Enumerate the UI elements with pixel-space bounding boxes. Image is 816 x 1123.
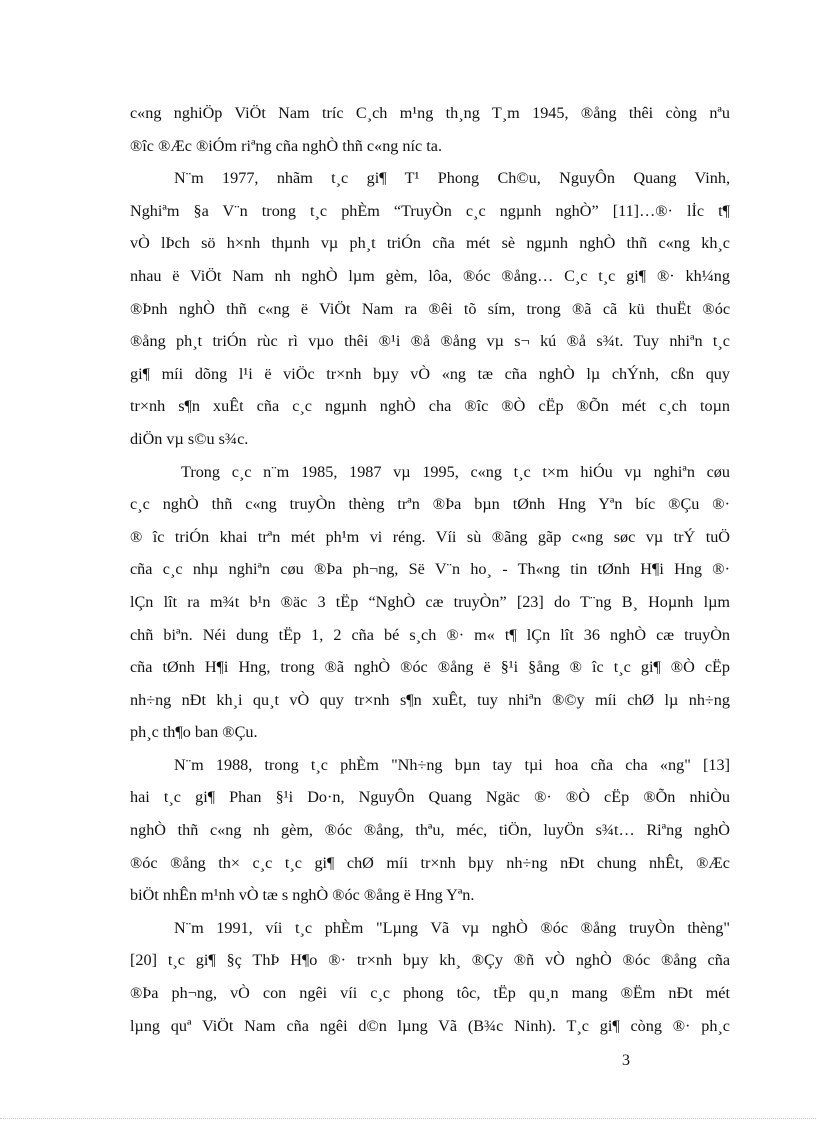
page-bottom-divider (0, 1118, 816, 1119)
text-line: lµng quª ViÖt Nam cña ngêi d©n lµng Vã (B¾c Ninh). T¸c gi¶ còng ®· ph¸c (130, 1016, 730, 1035)
page-number: 3 (622, 1052, 630, 1069)
paragraph-2 (130, 162, 730, 455)
text-line: Nghiªm §a V¨n trong t¸c phÈm “TruyÒn c¸c ngµnh nghÒ” [11]…®· lİc t¶ (130, 201, 730, 220)
text-line: N¨m 1991, víi t¸c phÈm "Lµng Vã vµ nghÒ ®óc ®ång truyÒn thèng" (174, 918, 730, 937)
text-line: nghÒ thñ c«ng nh gèm, ®óc ®ång, thªu, méc, tiÖn, luyÖn s¾t… Riªng nghÒ (130, 821, 730, 840)
paragraph-4 (130, 749, 730, 912)
paragraph-3 (130, 456, 730, 749)
text-line: ®óc ®ång th× c¸c t¸c gi¶ chØ míi tr×nh bµy nh÷ng nÐt chung nhÊt, ®Æc (130, 853, 730, 872)
text-line: nhau ë ViÖt Nam nh nghÒ lµm gèm, lôa, ®óc ®ång… C¸c t¸c gi¶ ®· kh¼ng (130, 266, 730, 285)
text-line: tr×nh s¶n xuÊt cña c¸c ngµnh nghÒ cha ®îc ®Ò cËp ®Õn mét c¸ch toµn (130, 397, 730, 416)
text-line: ® îc triÓn khai trªn mét ph¹m vi réng. Víi sù ®ãng gãp c«ng søc vµ trÝ tuÖ (130, 527, 730, 546)
text-line: diÖn vµ s©u s¾c. (130, 429, 249, 448)
text-line: vÒ lÞch sö h×nh thµnh vµ ph¸t triÓn cña mét sè ngµnh nghÒ thñ c«ng kh¸c (130, 234, 730, 253)
text-line: N¨m 1988, trong t¸c phÈm "Nh÷ng bµn tay tµi hoa cña cha «ng" [13] (174, 755, 730, 774)
text-line: [20] t¸c gi¶ §ç ThÞ H¶o ®· tr×nh bµy kh¸ ®Çy ®ñ vÒ nghÒ ®óc ®ång cña (130, 951, 730, 970)
text-line: lÇn lît ra m¾t b¹n ®äc 3 tËp “NghÒ cæ truyÒn” [23] do T¨ng B¸ Hoµnh lµm (130, 592, 730, 611)
text-line: gi¶ míi dõng l¹i ë viÖc tr×nh bµy vÒ «ng tæ cña nghÒ lµ chÝnh, cßn quy (130, 364, 730, 383)
text-line: ®îc ®Æc ®iÓm riªng cña nghÒ thñ c«ng níc ta. (130, 136, 442, 155)
text-line: nh÷ng nÐt kh¸i qu¸t vÒ quy tr×nh s¶n xuÊt, tuy nhiªn ®©y míi chØ lµ nh÷ng (130, 690, 730, 709)
text-line: N¨m 1977, nhãm t¸c gi¶ T¹ Phong Ch©u, NguyÔn Quang Vinh, (174, 169, 730, 188)
text-line: ph¸c th¶o ban ®Çu. (130, 723, 258, 742)
text-line: biÖt nhÊn m¹nh vÒ tæ s nghÒ ®óc ®ång ë Hng Yªn. (130, 886, 475, 905)
text-line: Trong c¸c n¨m 1985, 1987 vµ 1995, c«ng t¸c t×m hiÓu vµ nghiªn cøu (181, 462, 730, 481)
paragraph-1 (130, 97, 730, 162)
paragraph-5 (130, 912, 730, 1042)
text-line: ®ång ph¸t triÓn rùc rì vµo thêi ®¹i ®å ®ång vµ s¬ kú ®å s¾t. Tuy nhiªn t¸c (130, 332, 730, 351)
text-line: c¸c nghÒ thñ c«ng truyÒn thèng trªn ®Þa bµn tØnh Hng Yªn bíc ®Çu ®· (130, 495, 730, 514)
text-line: ®Þnh nghÒ thñ c«ng ë ViÖt Nam ra ®êi tõ sím, trong ®ã cã kü thuËt ®óc (130, 299, 730, 318)
text-line: c«ng nghiÖp ViÖt Nam tríc C¸ch m¹ng th¸ng T¸m 1945, ®ång thêi còng nªu (130, 104, 730, 122)
text-line: ®Þa ph¬ng, vÒ con ngêi víi c¸c phong tôc, tËp qu¸n mang ®Ëm nÐt mét (130, 984, 730, 1003)
body-text (130, 97, 730, 1042)
text-line: cña tØnh H¶i Hng, trong ®ã nghÒ ®óc ®ång ë §¹i §ång ® îc t¸c gi¶ ®Ò cËp (130, 658, 730, 677)
text-line: chñ biªn. Néi dung tËp 1, 2 cña bé s¸ch ®· m« t¶ lÇn lît 36 nghÒ cæ truyÒn (130, 625, 730, 644)
text-line: cña c¸c nhµ nghiªn cøu ®Þa ph¬ng, Së V¨n ho¸ - Th«ng tin tØnh H¶i Hng ®· (130, 560, 730, 579)
text-line: hai t¸c gi¶ Phan §¹i Do·n, NguyÔn Quang Ngäc ®· ®Ò cËp ®Õn nhiÒu (130, 788, 730, 807)
